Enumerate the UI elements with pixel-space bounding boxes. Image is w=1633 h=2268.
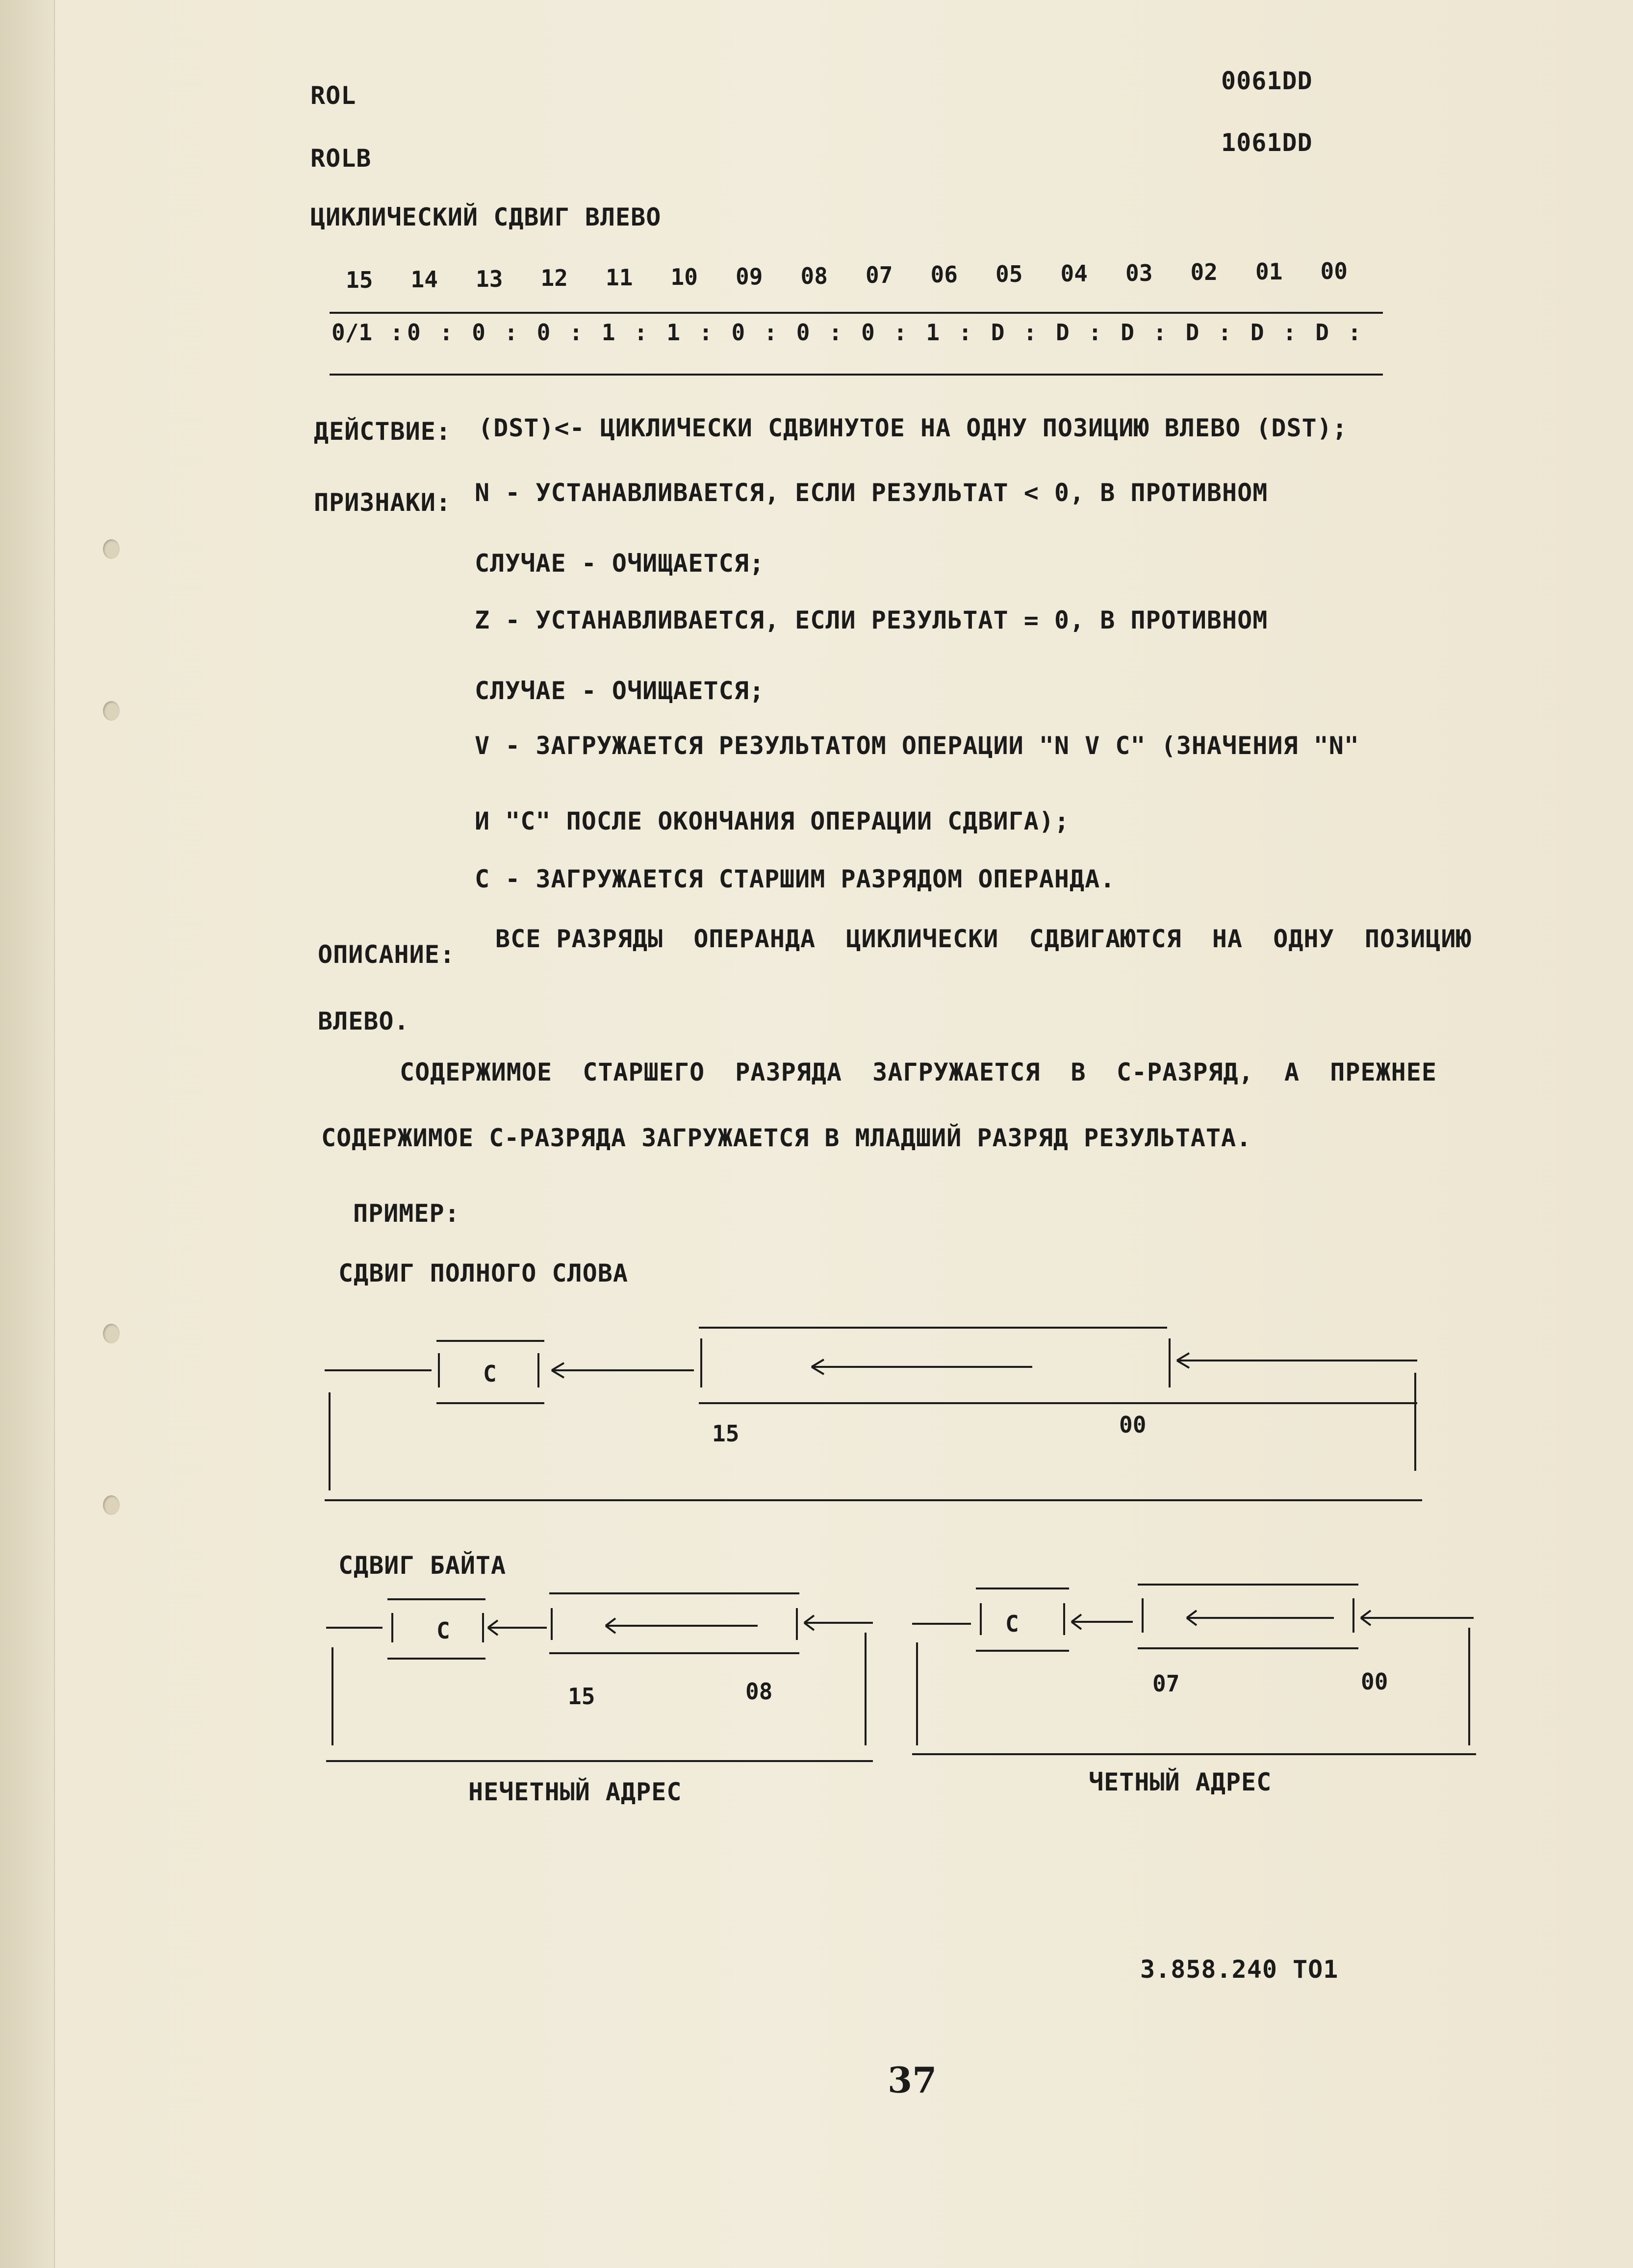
bit-number: 09: [736, 263, 763, 290]
bit-cell: D: [1056, 319, 1070, 346]
description-line3: СОДЕРЖИМОЕ СТАРШЕГО РАЗРЯДА ЗАГРУЖАЕТСЯ В C-РАЗРЯД, А ПРЕЖНЕЕ: [400, 1058, 1437, 1086]
bit-number: 05: [995, 261, 1023, 287]
bit-number: 04: [1060, 260, 1088, 287]
word-low-bit: 00: [1119, 1411, 1147, 1438]
flag-z-line2: СЛУЧАЕ - ОЧИЩАЕТСЯ;: [475, 677, 765, 705]
bit-cell-separator: :: [1153, 319, 1167, 346]
bit-cell-separator: :: [958, 319, 972, 346]
bit-cell-separator: :: [439, 319, 453, 346]
bit-cell-separator: :: [1348, 319, 1361, 346]
flag-v-line1: V - ЗАГРУЖАЕТСЯ РЕЗУЛЬТАТОМ ОПЕРАЦИИ "N V C" (ЗНАЧЕНИЯ "N": [475, 731, 1359, 760]
bit-cell-separator: :: [1218, 319, 1232, 346]
bit-number: 11: [606, 264, 633, 291]
bit-cell-separator: :: [893, 319, 907, 346]
bit-cell: 0: [472, 319, 485, 346]
bit-cell: 1: [601, 319, 615, 346]
bit-cell-separator: :: [1023, 319, 1037, 346]
description-label: ОПИСАНИЕ:: [318, 940, 455, 969]
word-shift-title: СДВИГ ПОЛНОГО СЛОВА: [338, 1259, 628, 1287]
bit-number: 08: [800, 262, 828, 289]
bit-cell: D: [1315, 319, 1329, 346]
action-text: (DST)<- ЦИКЛИЧЕСКИ СДВИНУТОЕ НА ОДНУ ПОЗИЦИЮ ВЛЕВО (DST);: [478, 414, 1348, 442]
bit-cell: D: [1185, 319, 1199, 346]
bit-number: 14: [410, 266, 438, 293]
flag-n-line2: СЛУЧАЕ - ОЧИЩАЕТСЯ;: [475, 549, 765, 578]
opcode-rolb: 1061DD: [1221, 128, 1313, 157]
odd-high-bit: 15: [568, 1683, 595, 1710]
bit-cell: D: [1250, 319, 1264, 346]
even-c-label: C: [1005, 1611, 1019, 1637]
flag-c: C - ЗАГРУЖАЕТСЯ СТАРШИМ РАЗРЯДОМ ОПЕРАНДА.: [475, 865, 1116, 893]
action-label: ДЕЙСТВИЕ:: [314, 417, 451, 446]
bit-cell-separator: :: [569, 319, 583, 346]
bit-cell-separator: :: [764, 319, 778, 346]
bit-cell: 0: [407, 319, 421, 346]
bit-cell: 0/1: [332, 319, 373, 346]
odd-c-label: C: [436, 1617, 450, 1644]
bit-number: 07: [866, 262, 893, 289]
bit-cell: 0: [536, 319, 551, 346]
bit-cell-separator: :: [1088, 319, 1102, 346]
bit-cell-separator: :: [390, 319, 404, 346]
mnemonic-rol: ROL: [310, 81, 357, 110]
page-number: 37: [888, 2059, 937, 2101]
bit-cell: 0: [861, 319, 875, 346]
flag-v-line2: И "C" ПОСЛЕ ОКОНЧАНИЯ ОПЕРАЦИИ СДВИГА);: [475, 807, 1070, 835]
bit-number: 10: [670, 264, 698, 290]
bit-number: 02: [1190, 259, 1218, 286]
bit-number: 03: [1125, 259, 1153, 286]
description-line4: СОДЕРЖИМОЕ C-РАЗРЯДА ЗАГРУЖАЕТСЯ В МЛАДШИЙ РАЗРЯД РЕЗУЛЬТАТА.: [321, 1124, 1252, 1152]
instruction-title: ЦИКЛИЧЕСКИЙ СДВИГ ВЛЕВО: [310, 203, 662, 231]
bit-number: 00: [1320, 258, 1348, 284]
word-shift-diagram: [325, 1328, 1422, 1500]
byte-shift-title: СДВИГ БАЙТА: [338, 1551, 507, 1580]
bit-cell: 0: [796, 319, 810, 346]
word-c-label: C: [483, 1361, 497, 1387]
odd-address-caption: НЕЧЕТНЫЙ АДРЕС: [468, 1778, 682, 1806]
bit-cell-separator: :: [699, 319, 713, 346]
bit-cell: 1: [926, 319, 940, 346]
flags-label: ПРИЗНАКИ:: [314, 488, 451, 517]
even-low-bit: 00: [1361, 1668, 1388, 1695]
byte-shift-even-diagram: [912, 1585, 1476, 1754]
description-line2: ВЛЕВО.: [318, 1007, 409, 1035]
flag-z-line1: Z - УСТАНАВЛИВАЕТСЯ, ЕСЛИ РЕЗУЛЬТАТ = 0, В ПРОТИВНОМ: [475, 606, 1268, 634]
bit-cell-separator: :: [1282, 319, 1297, 346]
bit-cell-separator: :: [504, 319, 518, 346]
byte-shift-odd-diagram: [326, 1593, 873, 1761]
even-high-bit: 07: [1152, 1670, 1180, 1697]
opcode-rol: 0061DD: [1221, 67, 1313, 95]
bit-cell-separator: :: [828, 319, 842, 346]
even-address-caption: ЧЕТНЫЙ АДРЕС: [1089, 1768, 1272, 1796]
mnemonic-rolb: ROLB: [310, 144, 372, 173]
bit-number: 12: [540, 265, 568, 292]
bit-cell: 1: [666, 319, 680, 346]
bit-number: 06: [930, 261, 958, 288]
bit-number: 01: [1255, 258, 1283, 285]
bit-number: 13: [476, 265, 503, 292]
flag-n-line1: N - УСТАНАВЛИВАЕТСЯ, ЕСЛИ РЕЗУЛЬТАТ < 0, В ПРОТИВНОМ: [475, 479, 1268, 507]
description-line1: ВСЕ РАЗРЯДЫ ОПЕРАНДА ЦИКЛИЧЕСКИ СДВИГАЮТСЯ НА ОДНУ ПОЗИЦИЮ: [495, 925, 1472, 953]
word-high-bit: 15: [712, 1420, 740, 1447]
example-label: ПРИМЕР:: [353, 1199, 460, 1228]
bit-cell: D: [991, 319, 1005, 346]
odd-low-bit: 08: [745, 1678, 773, 1705]
bit-number: 15: [346, 267, 373, 293]
bit-cell: 0: [731, 319, 745, 346]
bit-cell-separator: :: [634, 319, 648, 346]
document-code: 3.858.240 ТО1: [1140, 1955, 1339, 1984]
bit-cell: D: [1121, 319, 1134, 346]
